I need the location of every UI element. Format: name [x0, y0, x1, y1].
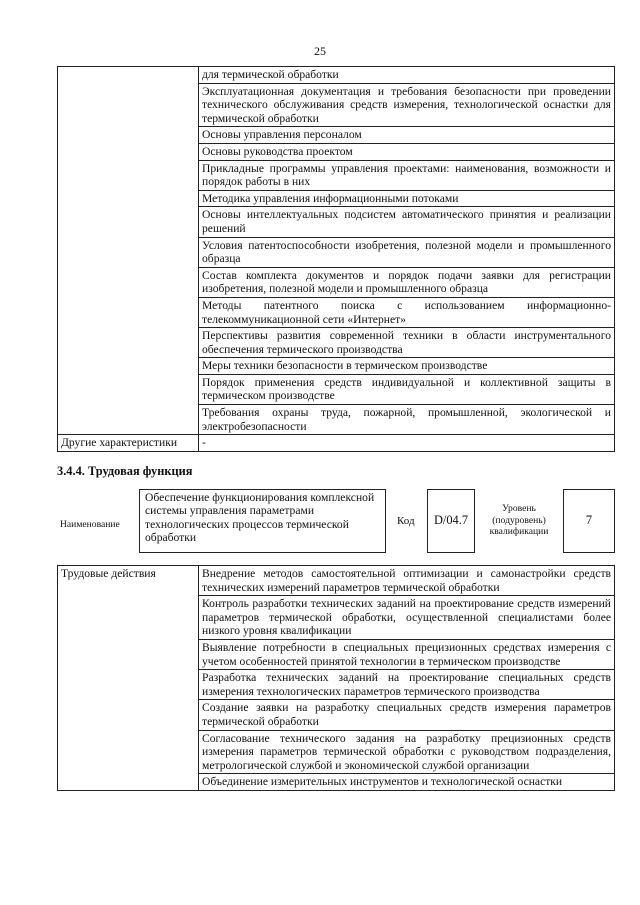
other-characteristics-label: Другие характеристики: [58, 435, 199, 452]
table-row: [58, 435, 615, 452]
knowledge-item: Основы руководства проектом: [199, 143, 615, 160]
knowledge-item: Основы управления персоналом: [199, 127, 615, 144]
labor-action-item: Согласование технического задания на разработку прецизионных средств измерения параметров термической обработки с руководством подразделения, метрологической службой и экономической службой организации: [199, 730, 615, 774]
level-label: Уровень (подуровень) квалификации: [489, 503, 549, 537]
code-value: D/04.7: [433, 513, 469, 528]
row-label-cell: [58, 67, 199, 435]
section-heading: 3.4.4. Трудовая функция: [57, 464, 193, 478]
knowledge-item: Меры техники безопасности в термическом производстве: [199, 358, 615, 375]
name-label: Наименование: [60, 519, 120, 530]
knowledge-item: Методы патентного поиска с использованием информационно-телекоммуникационной сети «Интернет»: [199, 297, 615, 327]
labor-action-item: Выявление потребности в специальных прецизионных средствах измерения с учетом особенностей принятой технологии в термическом производстве: [199, 639, 615, 669]
other-characteristics-value: -: [199, 435, 615, 452]
table-row: [58, 67, 615, 84]
knowledge-item: Требования охраны труда, пожарной, промышленной, экологической и электробезопасности: [199, 405, 615, 435]
knowledge-item: Прикладные программы управления проектами: наименования, возможности и порядок работы в них: [199, 160, 615, 190]
function-name-value: Обеспечение функционирования комплексной системы управления параметрами технологических процессов термической обработки: [145, 491, 375, 545]
labor-action-item: Объединение измерительных инструментов и технологической оснастки: [199, 774, 615, 791]
page-number: 25: [314, 44, 326, 58]
knowledge-item: Порядок применения средств индивидуальной и коллективной защиты в термическом производстве: [199, 374, 615, 404]
function-name-box: [139, 489, 386, 553]
labor-action-item: Разработка технических заданий на проектирование специальных средств измерения технологических параметров термического производства: [199, 670, 615, 700]
knowledge-item: Перспективы развития современной техники в области инструментального обеспечения термического производства: [199, 328, 615, 358]
knowledge-item: Условия патентоспособности изобретения, полезной модели и промышленного образца: [199, 237, 615, 267]
knowledge-item: Методика управления информационными потоками: [199, 190, 615, 207]
labor-action-item: Контроль разработки технических заданий на проектирование средств измерений параметров термической обработки, осуществленной специалистами более низкого уровня квалификации: [199, 596, 615, 640]
code-label: Код: [397, 515, 415, 527]
knowledge-item: Эксплуатационная документация и требования безопасности при проведении технического обслуживания средств измерения, технологической оснастки для термической обработки: [199, 83, 615, 127]
code-box: [427, 489, 475, 553]
labor-action-item: Создание заявки на разработку специальных средств измерения параметров термической обработки: [199, 700, 615, 730]
labor-actions-label: Трудовые действия: [58, 566, 199, 791]
level-box: [563, 489, 615, 553]
table-row: [58, 566, 615, 596]
knowledge-item: для термической обработки: [199, 67, 615, 84]
knowledge-table: [57, 66, 615, 452]
labor-action-item: Внедрение методов самостоятельной оптимизации и самонастройки средств технических измерений параметров термической обработки: [199, 566, 615, 596]
knowledge-item: Основы интеллектуальных подсистем автоматического принятия и реализации решений: [199, 207, 615, 237]
knowledge-item: Состав комплекта документов и порядок подачи заявки для регистрации изобретения, полезной модели и промышленного образца: [199, 267, 615, 297]
level-value: 7: [585, 513, 593, 528]
labor-actions-table: [57, 565, 615, 791]
